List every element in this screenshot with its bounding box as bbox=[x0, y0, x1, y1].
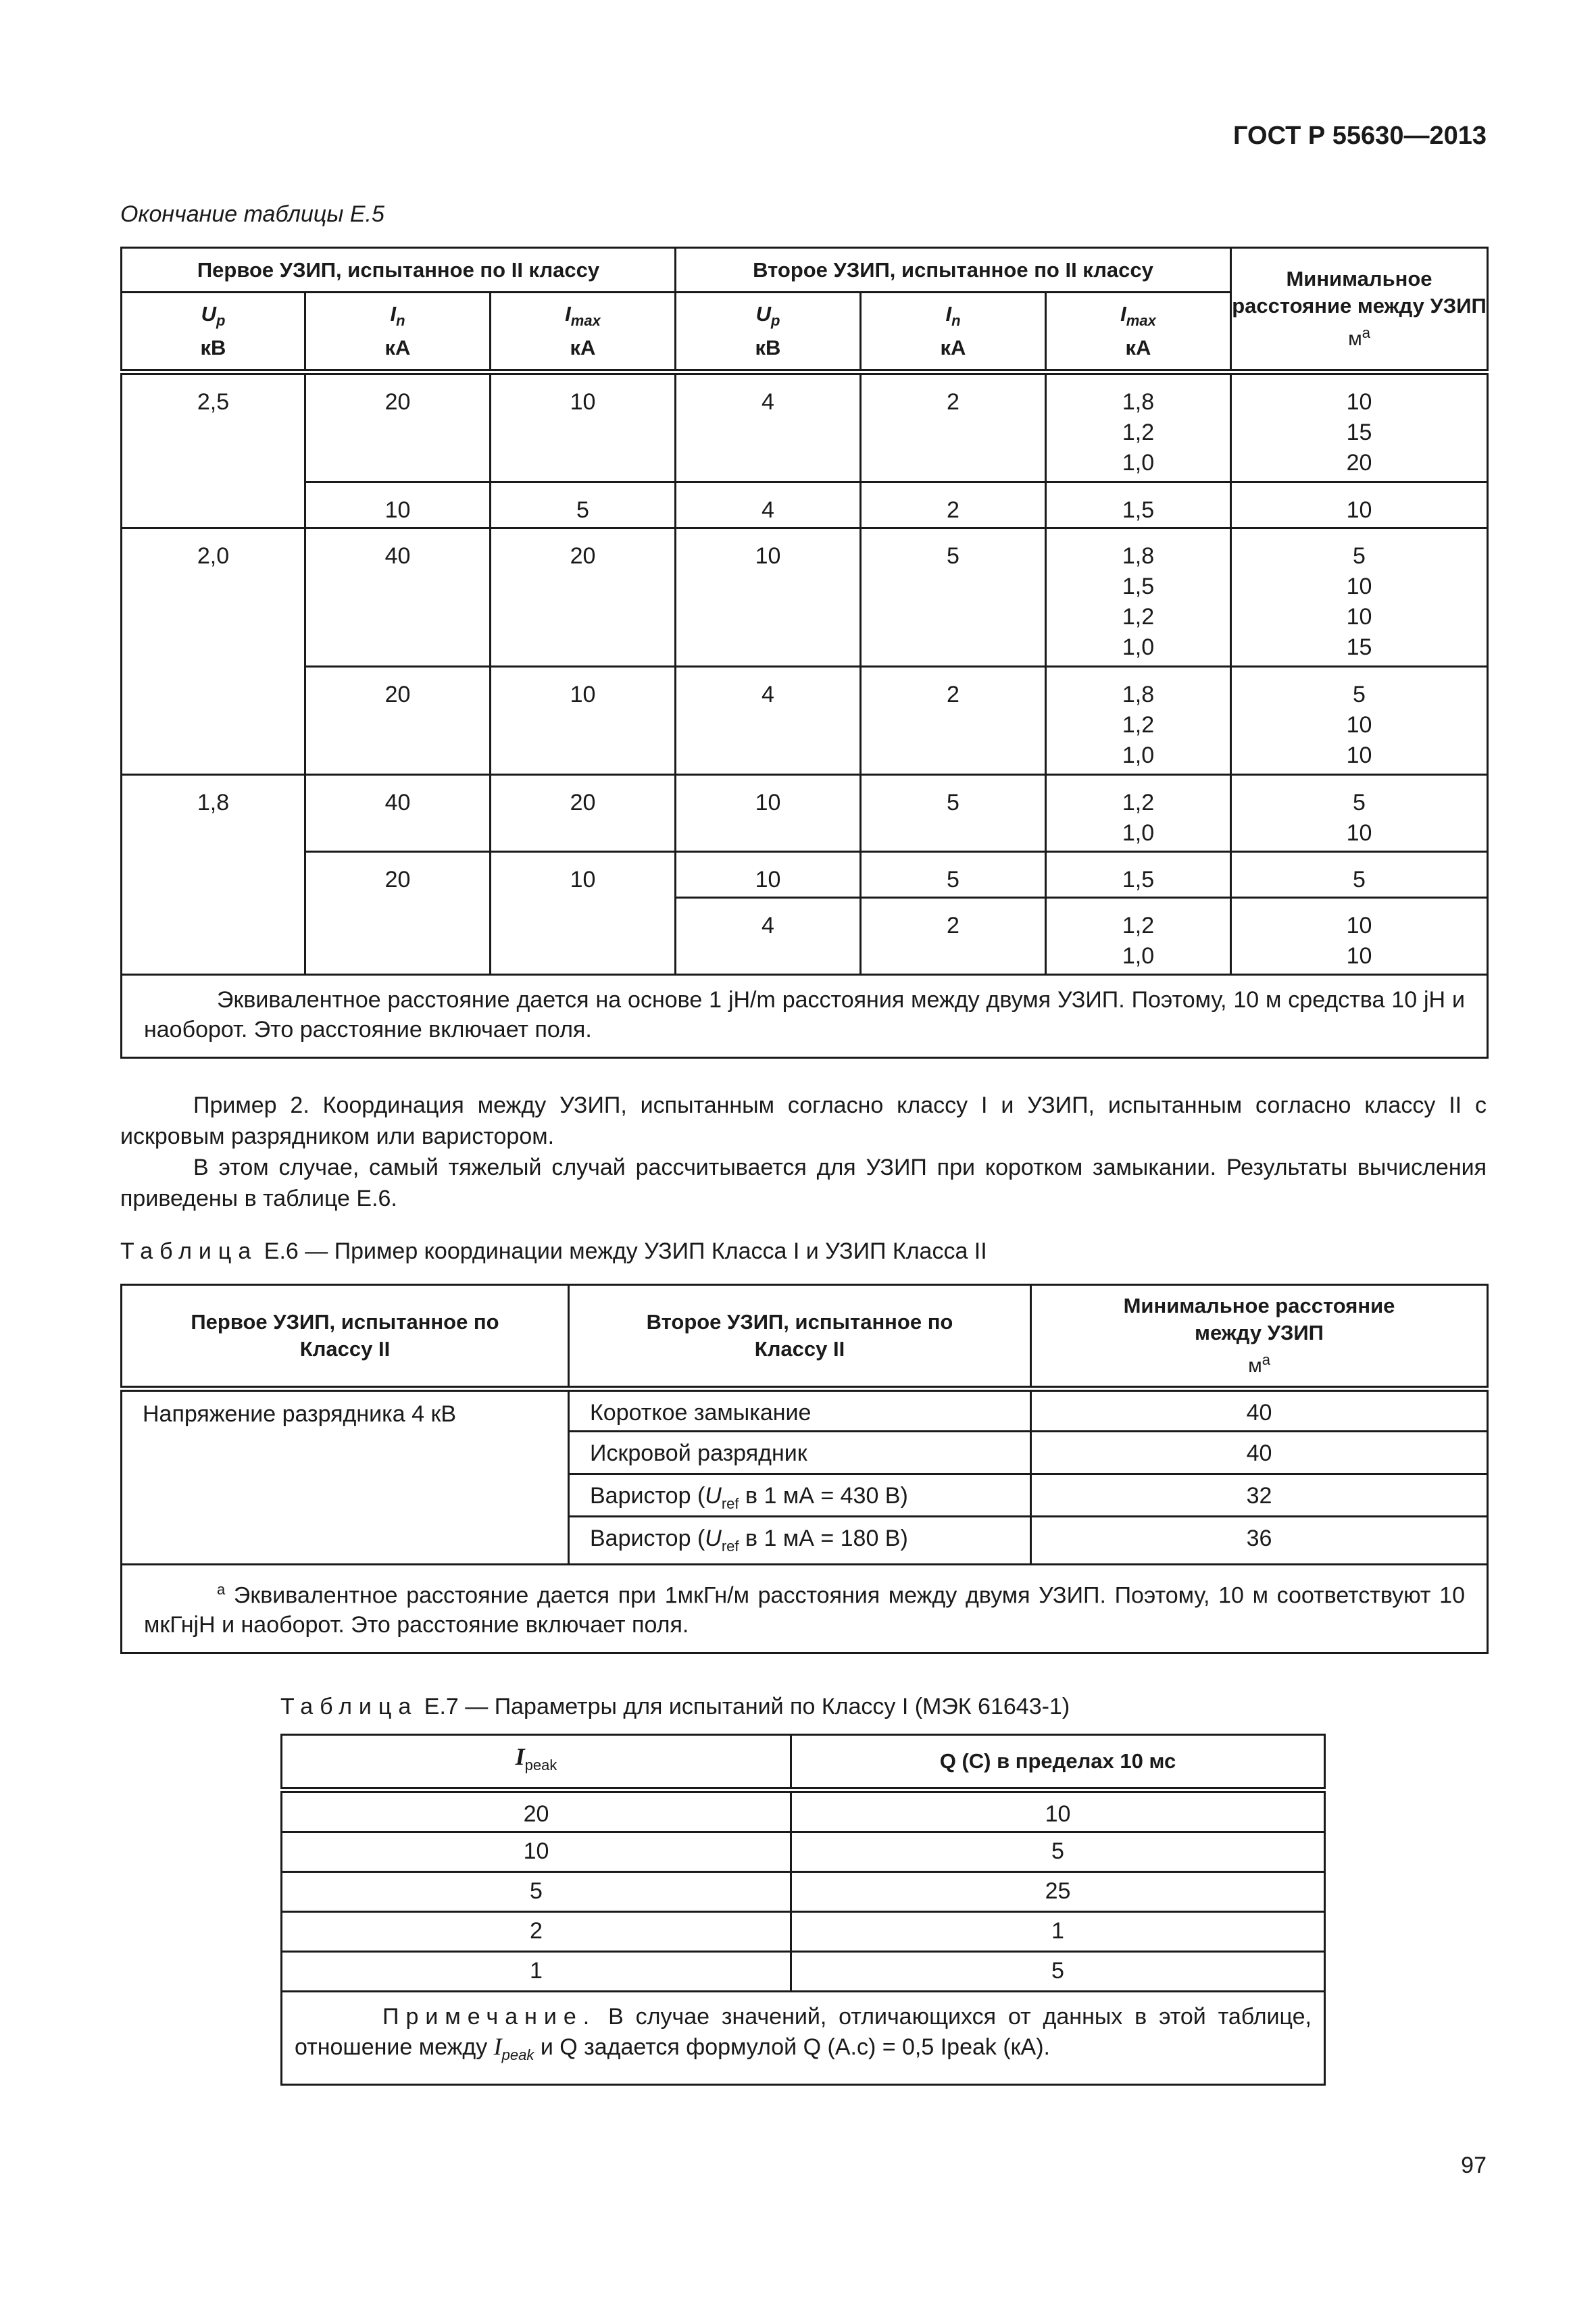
e6-cell-second: Короткое замыкание bbox=[569, 1389, 1031, 1432]
e6-header-second-spd: Второе УЗИП, испытанное по Классу II bbox=[569, 1285, 1031, 1389]
e5-cell-distance: 5 bbox=[1231, 852, 1488, 898]
table-continuation-label: Окончание таблицы Е.5 bbox=[120, 201, 384, 227]
e6-cell-distance: 32 bbox=[1031, 1474, 1488, 1517]
e7-note: Примечание. В случае значений, отличающихся от данных в этой таблице, отношение между $I_{peak}$ и Q задается формулой Q (A.c) = 0,5 Ipeak (кА). bbox=[282, 1992, 1325, 2085]
e5-cell-in: 20 bbox=[305, 372, 491, 482]
table-row bbox=[122, 372, 1488, 482]
e5-cell-imax2: 1,5 bbox=[1046, 852, 1231, 898]
e5-cell-in2: 2 bbox=[861, 372, 1046, 482]
e5-cell-distance: 10 15 20 bbox=[1231, 372, 1488, 482]
table-row bbox=[122, 528, 1488, 667]
e6-cell-distance: 40 bbox=[1031, 1389, 1488, 1432]
e7-header-charge: Q (С) в пределах 10 мс bbox=[791, 1735, 1325, 1790]
e5-cell-distance: 5 10 10 15 bbox=[1231, 528, 1488, 667]
e5-cell-imax2: 1,2 1,0 bbox=[1046, 898, 1231, 975]
e7-cell-charge: 1 bbox=[791, 1912, 1325, 1952]
e5-cell-imax: 20 bbox=[491, 775, 676, 852]
e5-col-up: $U_p$ кВ bbox=[122, 293, 305, 372]
table-e7 bbox=[280, 1734, 1326, 2086]
e5-cell-in: 20 bbox=[305, 852, 491, 975]
e5-cell-in2: 5 bbox=[861, 852, 1046, 898]
e5-cell-in2: 5 bbox=[861, 775, 1046, 852]
e5-cell-up2: 4 bbox=[676, 898, 861, 975]
e6-header-min-distance: Минимальное расстояние между УЗИП $м^a$ bbox=[1031, 1285, 1488, 1389]
e6-header-first-spd: Первое УЗИП, испытанное по Классу II bbox=[122, 1285, 569, 1389]
e5-cell-up2: 10 bbox=[676, 852, 861, 898]
table-note-row bbox=[282, 1992, 1325, 2085]
table-row bbox=[282, 1912, 1325, 1952]
e5-distance-unit: $м^a$ bbox=[1348, 324, 1370, 350]
table-row bbox=[282, 1872, 1325, 1912]
e5-note: Эквивалентное расстояние дается на основе 1 jH/m расстояния между двумя УЗИП. Поэтому, 10 м средства 10 jH и наоборот. Это расстояние включает поля. bbox=[122, 975, 1488, 1058]
e5-col-in: $I_n$ кА bbox=[305, 293, 491, 372]
e6-cell-first: Напряжение разрядника 4 кВ bbox=[122, 1389, 569, 1565]
table-e6-caption: Таблица Е.6 — Пример координации между УЗИП Класса I и УЗИП Класса II bbox=[120, 1238, 987, 1264]
table-e6 bbox=[120, 1284, 1489, 1654]
e5-cell-up2: 10 bbox=[676, 775, 861, 852]
table-e7-caption: Таблица Е.7 — Параметры для испытаний по Классу I (МЭК 61643-1) bbox=[280, 1694, 1070, 1719]
e5-cell-distance: 5 10 10 bbox=[1231, 667, 1488, 775]
e6-cell-second: Искровой разрядник bbox=[569, 1432, 1031, 1474]
e5-cell-up: 2,0 bbox=[122, 528, 305, 775]
e5-cell-up2: 4 bbox=[676, 372, 861, 482]
e7-cell-ipeak: 10 bbox=[282, 1832, 791, 1872]
e5-cell-distance: 10 10 bbox=[1231, 898, 1488, 975]
e7-cell-ipeak: 5 bbox=[282, 1872, 791, 1912]
table-note-row bbox=[122, 975, 1488, 1058]
e5-cell-in: 10 bbox=[305, 482, 491, 528]
e5-header-first-spd: Первое УЗИП, испытанное по II классу bbox=[122, 248, 676, 293]
table-row bbox=[282, 1952, 1325, 1992]
e5-cell-imax: 10 bbox=[491, 667, 676, 775]
paragraph-worst-case: В этом случае, самый тяжелый случай рассчитывается для УЗИП при коротком замыкании. Результаты вычисления приведены в таблице Е.6. bbox=[120, 1155, 1487, 1211]
e5-cell-in2: 5 bbox=[861, 528, 1046, 667]
e5-distance-label: Минимальное расстояние между УЗИП bbox=[1232, 266, 1487, 318]
e5-cell-up: 2,5 bbox=[122, 372, 305, 528]
e5-cell-imax2: 1,8 1,2 1,0 bbox=[1046, 667, 1231, 775]
e5-cell-in: 20 bbox=[305, 667, 491, 775]
table-row bbox=[122, 667, 1488, 775]
page-number: 97 bbox=[1461, 2153, 1487, 2178]
e5-cell-imax2: 1,8 1,2 1,0 bbox=[1046, 372, 1231, 482]
e5-cell-up2: 10 bbox=[676, 528, 861, 667]
e5-cell-distance: 5 10 bbox=[1231, 775, 1488, 852]
table-note-row bbox=[122, 1565, 1488, 1653]
table-row bbox=[122, 775, 1488, 852]
table-row bbox=[122, 482, 1488, 528]
e7-cell-charge: 10 bbox=[791, 1790, 1325, 1832]
paragraph-example-2: Пример 2. Координация между УЗИП, испытанным согласно классу I и УЗИП, испытанным согласно классу II с искровым разрядником или варистором. bbox=[120, 1092, 1487, 1149]
e5-cell-in2: 2 bbox=[861, 667, 1046, 775]
e5-col-imax: $I_{max}$ кА bbox=[491, 293, 676, 372]
e5-cell-imax2: 1,2 1,0 bbox=[1046, 775, 1231, 852]
e7-cell-ipeak: 1 bbox=[282, 1952, 791, 1992]
e5-header-second-spd: Второе УЗИП, испытанное по II классу bbox=[676, 248, 1231, 293]
table-e5 bbox=[120, 247, 1489, 1059]
e5-cell-distance: 10 bbox=[1231, 482, 1488, 528]
e5-cell-imax2: 1,5 bbox=[1046, 482, 1231, 528]
e5-cell-in2: 2 bbox=[861, 898, 1046, 975]
e5-cell-imax: 10 bbox=[491, 372, 676, 482]
table-row bbox=[122, 1389, 1488, 1432]
table-row bbox=[122, 852, 1488, 898]
e6-note: $^a$ Эквивалентное расстояние дается при 1мкГн/м расстояния между двумя УЗИП. Поэтому, 10 м соответствуют 10 мкГнjH и наоборот. Это расстояние включает поля. bbox=[122, 1565, 1488, 1653]
e5-header-min-distance bbox=[1231, 248, 1488, 372]
e7-header-ipeak: $I_{peak}$ bbox=[282, 1735, 791, 1790]
e5-cell-imax: 5 bbox=[491, 482, 676, 528]
e5-cell-in: 40 bbox=[305, 528, 491, 667]
e5-col-up2: $U_p$ кВ bbox=[676, 293, 861, 372]
table-row bbox=[282, 1790, 1325, 1832]
e5-cell-in2: 2 bbox=[861, 482, 1046, 528]
e6-cell-second: Варистор ($U_{ref}$ в 1 мА = 180 В) bbox=[569, 1517, 1031, 1565]
e5-cell-in: 40 bbox=[305, 775, 491, 852]
e5-cell-up2: 4 bbox=[676, 667, 861, 775]
e7-cell-charge: 5 bbox=[791, 1832, 1325, 1872]
e7-cell-ipeak: 20 bbox=[282, 1790, 791, 1832]
e6-cell-distance: 40 bbox=[1031, 1432, 1488, 1474]
e7-cell-charge: 5 bbox=[791, 1952, 1325, 1992]
e5-cell-up2: 4 bbox=[676, 482, 861, 528]
body-text bbox=[120, 1090, 1487, 1214]
e7-cell-charge: 25 bbox=[791, 1872, 1325, 1912]
standard-number: ГОСТ Р 55630—2013 bbox=[1233, 122, 1487, 150]
e6-cell-second: Варистор ($U_{ref}$ в 1 мА = 430 В) bbox=[569, 1474, 1031, 1517]
e6-cell-distance: 36 bbox=[1031, 1517, 1488, 1565]
e5-cell-imax2: 1,8 1,5 1,2 1,0 bbox=[1046, 528, 1231, 667]
e5-col-in2: $I_n$ кА bbox=[861, 293, 1046, 372]
e7-cell-ipeak: 2 bbox=[282, 1912, 791, 1952]
table-row bbox=[282, 1832, 1325, 1872]
e5-col-imax2: $I_{max}$ кА bbox=[1046, 293, 1231, 372]
e5-cell-imax: 20 bbox=[491, 528, 676, 667]
e5-cell-imax: 10 bbox=[491, 852, 676, 975]
e5-cell-up: 1,8 bbox=[122, 775, 305, 975]
